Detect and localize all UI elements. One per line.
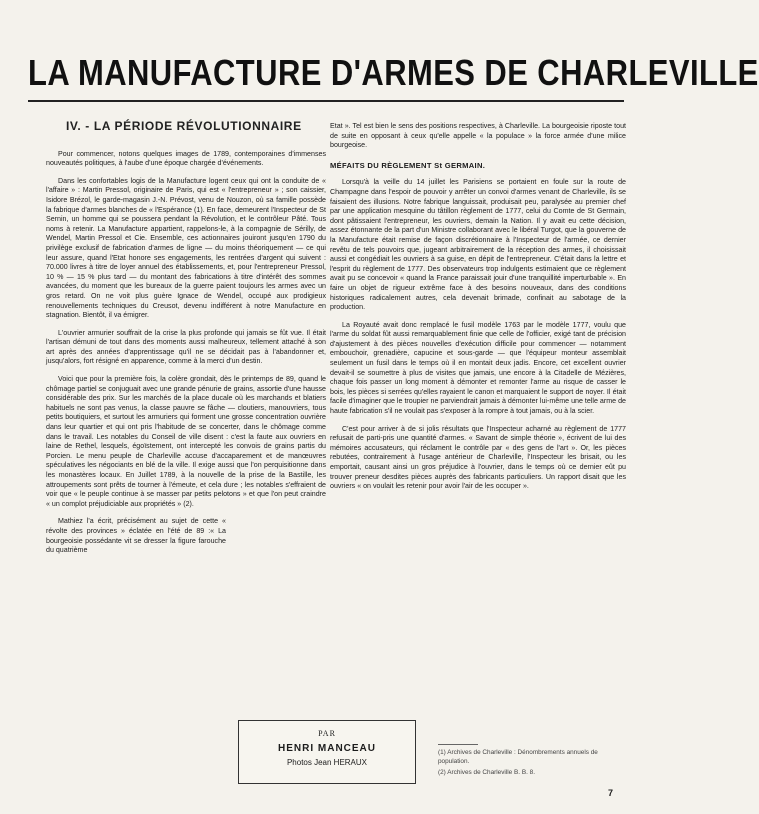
paragraph: Etat ». Tel est bien le sens des positions respectives, à Charleville. La bourgeoisie riposte tout de suite en opposant à ceux qu'elle appelle « la populace » la force armée d'une milice bourgeoise.	[330, 122, 626, 150]
paragraph: Pour commencer, notons quelques images de 1789, contemporaines d'immenses nouveautés politiques, à l'aube d'une époque chargée d'événements.	[46, 149, 326, 168]
footnotes	[438, 744, 628, 781]
paragraph: Voici que pour la première fois, la colère grondait, dès le printemps de 89, quand le chômage partiel se conjuguait avec une grande pénurie de grains, assortie d'une hausse considérable des prix. Sur les marchés de la place ducale où les marchands et blatiers habituels ne sont pas venus, la classe pauvre se fâche — cloutiers, manouvriers, tous petits boutiquiers, et surtout les armuriers qui forment une grosse concentration ouvrière dans leur quartier et qui ont pris l'habitude de se concerter, dans le chômage comme dans le travail. Les notables du Conseil de ville disent : c'est la faute aux ouvriers en laine de Rethel, lesquels, égoïstement, ont intercepté les convois de grains partis du Porcien. Le menu peuple de Charleville accuse d'accaparement et de manœuvres spéculatives les négociants en blé de la ville. Il exige aussi que l'on perquisitionne dans les monastères locaux. En Juillet 1789, à la nouvelle de la prise de la Bastille, les attroupements sont prêts de tourner à l'émeute, et cela dure ; les notables s'effraient de voir que « le peuple continue à se masser par petits pelotons » et que l'on peut craindre « un complot préjudiciable aux propriétés » (2).	[46, 375, 326, 508]
page-title: LA MANUFACTURE D'ARMES DE CHARLEVILLE	[28, 52, 759, 93]
paragraph: La Royauté avait donc remplacé le fusil modèle 1763 par le modèle 1777, voulu que l'arme du soldat fût aussi remarquablement finie que celle de l'officier, exigé tant de précision d'ajustement à des pièces nouvelles d'exécution difficile pour commencer — notamment embouchoir, grenadière, capucine et sous-garde — que l'équipeur monteur assemblait seulement un fusil dans le temps où il en montait deux jadis. Encore, cet excellent ouvrier devait-il se soumettre à plus de visites que jamais, une encore à la Citadelle de Mézières, chaque fois passer un long moment à démonter et remonter l'arme au risque de casser le bois, les pièces si serrées qu'elles rayaient le canon et marquaient le support de noyer. Il était facile d'imaginer que le troupier ne parviendrait jamais à démonter lui-même une telle arme de haute fabrication s'il ne voulait pas s'exposer à la rompre à tout jamais, ou à la scier.	[330, 320, 626, 416]
byline-box	[238, 720, 416, 784]
paragraph: L'ouvrier armurier souffrait de la crise la plus profonde qui jamais se fût vue. Il était l'artisan démuni de tout dans des moments aussi malheureux, tellement attaché à son art après des années d'apprentissage qu'il ne se décidait pas à l'abandonner et, jusqu'alors, fort résigné en apparence, comme à la merci d'un destin.	[46, 328, 326, 366]
left-column	[46, 119, 326, 564]
byline-author: HENRI MANCEAU	[278, 743, 376, 754]
sub-heading: MÉFAITS DU RÈGLEMENT St GERMAIN.	[330, 160, 486, 170]
footnote: (2) Archives de Charleville B. B. 8.	[438, 769, 535, 776]
section-heading: IV. - LA PÉRIODE RÉVOLUTIONNAIRE	[66, 119, 302, 133]
paragraph: Mathiez l'a écrit, précisément au sujet de cette « révolte des provinces » éclatée en l'été de 89 :« La bourgeoisie possédante vit se dresser la figure farouche du quatrième	[46, 517, 226, 555]
page-number: 7	[608, 788, 614, 798]
right-column	[330, 122, 626, 500]
footnote: (1) Archives de Charleville : Dénombrements annuels de population.	[438, 749, 598, 765]
title-rule	[28, 100, 624, 102]
paragraph: Lorsqu'à la veille du 14 juillet les Parisiens se portaient en foule sur la route de Champagne dans l'espoir de pouvoir y arrêter un convoi d'armes venant de Charleville, ils se faisaient des illusions. Notre fabrique languissait, produisait peu, paralysée au premier chef par une application mesquine du tâtillon règlement de 1777, celui du Comte de St Germain, dont pâtissaient l'entrepreneur, les ouvriers, demain la Nation. Il y avait eu cette décision, assez étonnante de la part d'un Ministre collaborant avec le libéral Turgot, que la gouverne de la Manufacture était remise de façon discrétionnaire à l'Inspecteur de l'armée, ce dernier revêtu de tels pouvoirs que, jugeant arbitrairement de la réception des armes, il choisissait aussi et congédiait les ouvriers à sa guise, en dépit de l'entrepreneur. C'était dans la lettre et l'esprit du règlement de 1777. Des observateurs trop indulgents estimaient que ce règlement avait pu se concevoir « quand la France paraissait jouir d'une tranquillité imperturbable ». En faire un objet de rigueur extrême face à des besoins nouveaux, dans des conditions historiques radicalement autres, cela devenait brimade, confinait au sabotage de la production.	[330, 178, 626, 312]
byline-par: PAR	[318, 729, 336, 738]
paragraph: C'est pour arriver à de si jolis résultats que l'Inspecteur acharné au règlement de 1777 refusait de parti-pris une quantité d'armes. « Savant de simple théorie », écrivent de lui des mémoires accusateurs, qui réclament le contrôle par « des gens de l'art ». Or, les pièces rebutées, contrairement à l'usage antérieur de Charleville, l'Inspecteur les brisait, ou les emportait, causant ainsi un gros préjudice à l'ouvrier, dans le temps où ce dernier eût pu trouver preneur desdites pièces auprès des fabricants particuliers. Un rapport disait que les ouvriers « on voulait les retenir pour avoir l'air de les occuper ».	[330, 424, 626, 491]
paragraph: Dans les confortables logis de la Manufacture logent ceux qui ont la conduite de « l'affaire » : Martin Pressol, originaire de Paris, qui est « l'entrepreneur » ; son caissier, Isidore Brézol, le garde-magasin J.-N. Prévost, venu de Nouzon, où sa famille possède la fabrique d'armes blanches de « l'Espérance (1). En face, demeurent l'Inspecteur de St Sernin, un homme qui se poussera pendant la Révolution, et le contrôleur Pâté. Tous noms à retenir. La Manufacture appartient, rappelons-le, à la compagnie de Sérilly, de Wendel, Martin Pressol et Cie. Ensemble, ces actionnaires jouiront jusqu'en 1790 du privilège exclusif de fabrication d'armes de ligne — du moins théoriquement — ce qui leur assure, quand l'Etat honore ses engagements, les rentrées d'argent qui suivent : 70.000 livres à titre de loyer annuel des établissements, et, pour l'entrepreneur Pressol, 10 % — 15 % plus tard — du montant des fabrications à titre d'intérêt des sommes avancées, du moment que les bureaux de la guerre paient toujours les armes avec un gros retard. On ne voit plus guère Ignace de Wendel, occupé aux prodigieux renouvellements techniques du Creusot, devenu indifférent à notre Manufacture en stagnation. Bientôt, il va émigrer.	[46, 176, 326, 320]
footnote-separator	[438, 744, 478, 745]
byline-photos: Photos Jean HERAUX	[286, 758, 368, 767]
